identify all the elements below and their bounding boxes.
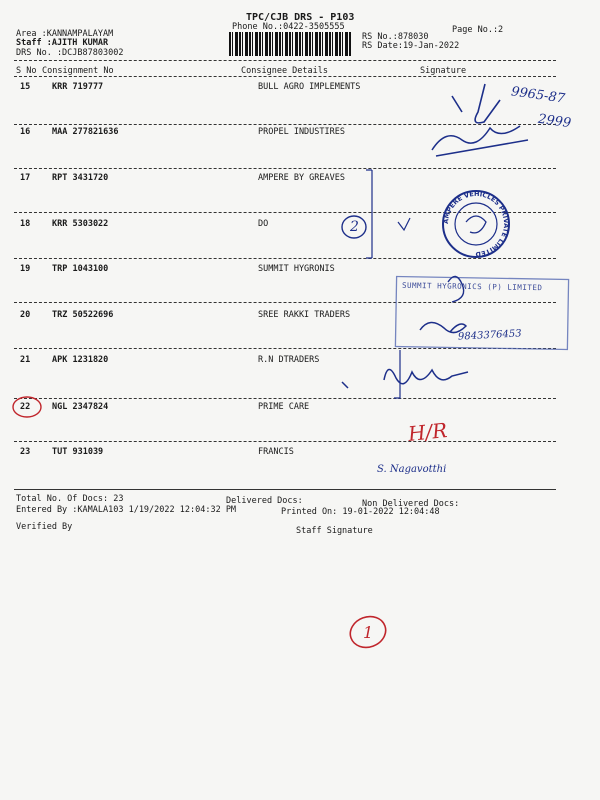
- handwritten-hr-mark: H/R: [406, 418, 449, 446]
- row-sno: 19: [20, 264, 31, 274]
- column-sno: S No: [16, 66, 37, 76]
- row-sno: 21: [20, 355, 31, 365]
- row-consignee: PROPEL INDUSTIRES: [258, 127, 345, 137]
- row-divider: [14, 302, 556, 303]
- handwritten-name: S. Nagavotthi: [377, 464, 447, 475]
- drs-number: DRS No. :DCJB87803002: [16, 48, 124, 58]
- row-divider: [14, 398, 556, 399]
- staff-signature: Staff Signature: [296, 526, 373, 536]
- handwritten-phone-3: 9843376453: [457, 328, 522, 343]
- page-number: Page No.:2: [452, 25, 504, 35]
- table-row: [0, 219, 600, 233]
- header-rule-bottom: [14, 76, 556, 77]
- row-sno: 22: [20, 402, 31, 412]
- row-sno: 17: [20, 173, 31, 183]
- row-sno: 20: [20, 310, 31, 320]
- row-consignment: TRP 1043100: [52, 264, 109, 274]
- table-row: [0, 447, 600, 461]
- table-row: [0, 402, 600, 416]
- signature-21: [342, 369, 468, 388]
- row-consignment: NGL 2347824: [52, 402, 109, 412]
- table-row: [0, 173, 600, 187]
- phone-number: Phone No.:0422-3505555: [232, 22, 345, 32]
- row-consignee: BULL AGRO IMPLEMENTS: [258, 82, 361, 92]
- row-divider: [14, 212, 556, 213]
- printed-on: Printed On: 19-01-2022 12:04:48: [281, 507, 440, 517]
- row-consignee: AMPERE BY GREAVES: [258, 173, 345, 183]
- row-consignment: RPT 3431720: [52, 173, 109, 183]
- row-consignee: PRIME CARE: [258, 402, 310, 412]
- entered-by: Entered By :KAMALA103 1/19/2022 12:04:32 PM: [16, 505, 237, 515]
- header-rule-top: [14, 60, 556, 61]
- handwritten-mark-1: 1: [363, 623, 374, 642]
- row-consignee: R.N DTRADERS: [258, 355, 320, 365]
- column-consignee: Consignee Details: [241, 66, 328, 76]
- table-row: [0, 355, 600, 369]
- staff-label: Staff :AJITH KUMAR: [16, 38, 109, 48]
- row-consignee: FRANCIS: [258, 447, 294, 457]
- row-sno: 23: [20, 447, 31, 457]
- row-consignee: DO: [258, 219, 269, 229]
- row-consignment: MAA 277821636: [52, 127, 119, 137]
- handwritten-phone-1: 9965-87: [510, 84, 566, 107]
- column-consignment: Consignment No: [42, 66, 114, 76]
- row-consignment: TUT 931039: [52, 447, 104, 457]
- rs-date: RS Date:19-Jan-2022: [362, 41, 460, 51]
- summit-stamp-text: SUMMIT HYGRONICS (P) LIMITED: [401, 280, 543, 293]
- table-bottom-rule: [14, 489, 556, 490]
- column-signature: Signature: [420, 66, 467, 76]
- row-consignee: SUMMIT HYGRONIS: [258, 264, 335, 274]
- row-consignment: KRR 5303022: [52, 219, 109, 229]
- handwritten-mark-2: 2: [350, 219, 359, 235]
- delivered-docs: Delivered Docs:: [226, 496, 303, 506]
- table-row: [0, 264, 600, 278]
- row-divider: [14, 168, 556, 169]
- total-docs: Total No. Of Docs: 23: [16, 494, 124, 504]
- table-row: [0, 127, 600, 141]
- handwritten-phone-2: 2999: [537, 111, 572, 132]
- row-sno: 18: [20, 219, 31, 229]
- verified-by: Verified By: [16, 522, 73, 532]
- row-sno: 15: [20, 82, 31, 92]
- table-row: [0, 310, 600, 324]
- row-divider: [14, 441, 556, 442]
- barcode: [229, 32, 351, 56]
- rs-number: RS No.:878030: [362, 32, 429, 42]
- document-title: TPC/CJB DRS - P103: [246, 12, 355, 23]
- row-consignee: SREE RAKKI TRADERS: [258, 310, 351, 320]
- row-divider: [14, 348, 556, 349]
- row-divider: [14, 258, 556, 259]
- ampere-stamp-text: AMPERE VEHICLES PRIVATE LIMITED: [441, 189, 511, 259]
- non-delivered-docs: Non Delivered Docs:: [362, 499, 460, 509]
- row-divider: [14, 124, 556, 125]
- row-consignment: KRR 719777: [52, 82, 104, 92]
- row-consignment: TRZ 50522696: [52, 310, 114, 320]
- row-consignment: APK 1231820: [52, 355, 109, 365]
- area-label: Area :KANNAMPALAYAM: [16, 29, 114, 39]
- row-sno: 16: [20, 127, 31, 137]
